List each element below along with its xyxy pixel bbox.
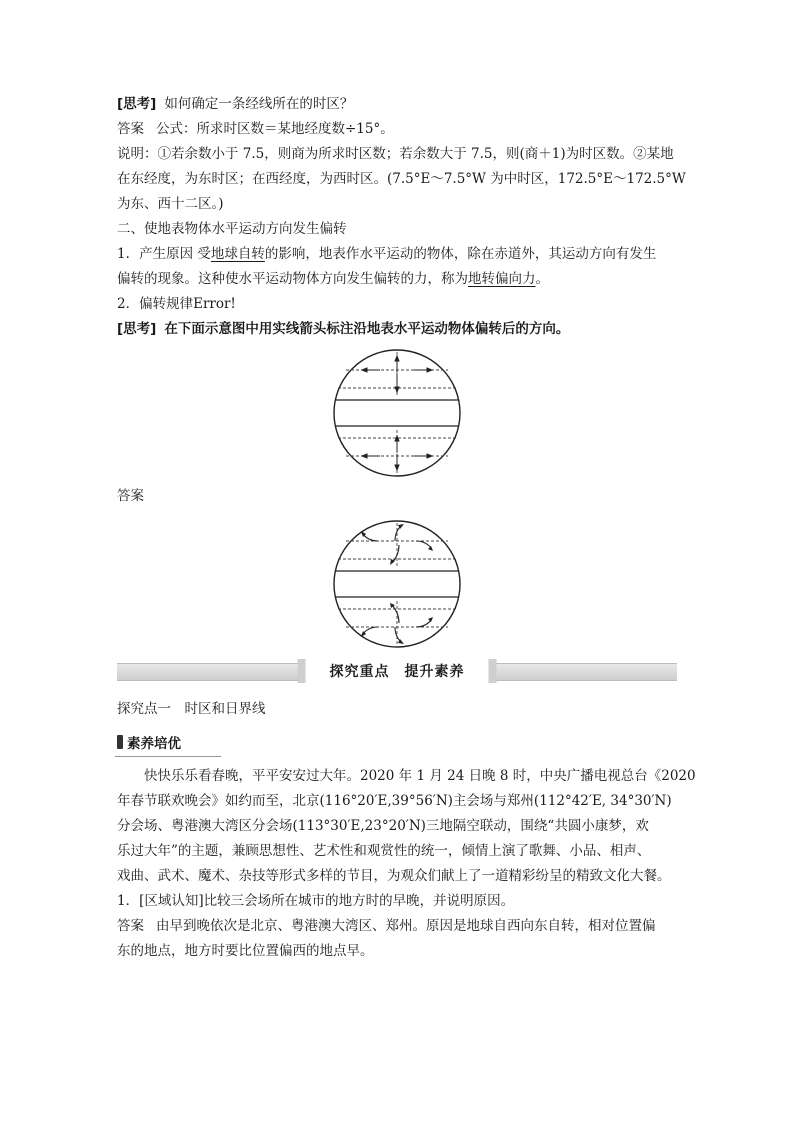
think-question-1 [117, 92, 677, 117]
answer-2-tag: 答案 [117, 488, 144, 504]
question-1: 1．[区域认知]比较三会场所在城市的地方时的早晚，并说明原因。 [117, 893, 515, 909]
passage-line-2: 年春节联欢晚会》如约而至，北京(116°20′E,39°56′N)主会场与郑州(112°42′E, 34°30′N) [117, 793, 672, 809]
globe-diagram-question [332, 348, 462, 478]
item-1-text-b: 的影响，地表作水平运动的物体，除在赤道外，其运动方向有发生 [264, 246, 657, 262]
item-1-prefix: 1．产生原因 [117, 246, 194, 262]
question-1-answer-line-2: 东的地点，地方时要比位置偏西的地点早。 [117, 943, 374, 959]
section-2-title: 二、使地表物体水平运动方向发生偏转 [117, 221, 347, 237]
section-2-item-1 [117, 242, 677, 267]
question-1-answer [117, 914, 677, 939]
explain-line-2: 在东经度，为东时区；在西经度，为西时区。(7.5°E～7.5°W 为中时区，172.5°E～172.5°W [117, 171, 686, 187]
answer-text: 公式：所求时区数＝某地经度数÷15°。 [156, 121, 394, 137]
section-banner [117, 659, 677, 683]
item-1-line2-a: 偏转的现象。这种使水平运动物体方向发生偏转的力，称为 [117, 271, 468, 287]
banner-label: 探究重点 提升素养 [298, 659, 497, 683]
section-marker-icon [117, 735, 123, 749]
explain-line-1: 说明：①若余数小于 7.5，则商为所求时区数；若余数大于 7.5，则(商＋1)为时区数。②某地 [117, 146, 674, 162]
literacy-label-text: 素养培优 [127, 732, 181, 752]
think-question-2 [117, 317, 677, 342]
answer-1 [117, 117, 677, 142]
think-tag-2: [思考] [117, 321, 157, 337]
think-question-2-text: 在下面示意图中用实线箭头标注沿地表水平运动物体偏转后的方向。 [164, 321, 570, 337]
passage-line-3: 分会场、粤港澳大湾区分会场(113°30′E,23°20′N)三地隔空联动，围绕“共圆小康梦，欢 [117, 818, 649, 834]
underlined-term-coriolis: 地转偏向力 [468, 271, 536, 287]
passage-line-4: 乐过大年”的主题，兼顾思想性、艺术性和观赏性的统一，倾情上演了歌舞、小品、相声、 [117, 843, 651, 859]
underlined-term-earth-rotation: 地球自转 [210, 246, 265, 262]
answer-tag-q1: 答案 [117, 918, 144, 934]
passage-line-1: 快快乐乐看春晚，平平安安过大年。2020 年 1 月 24 日晚 8 时，中央广播电视总台《2020 [144, 768, 696, 784]
think-question-text: 如何确定一条经线所在的时区？ [164, 96, 354, 112]
section-2-item-1-line-2 [117, 267, 677, 292]
literacy-section-label [117, 730, 677, 754]
passage-line-5: 戏曲、武术、魔术、杂技等形式多样的节目，为观众们献上了一道精彩纷呈的精致文化大餐。 [117, 868, 671, 884]
document-page [117, 92, 696, 964]
explore-point-1: 探究点一 时区和日界线 [117, 701, 266, 717]
globe-diagram-answer [332, 519, 462, 649]
explain-line-3: 为东、西十二区。) [117, 196, 224, 212]
item-1-text-a: 受 [197, 246, 211, 262]
section-2-item-2: 2．偏转规律Error! [117, 296, 236, 312]
item-1-line2-b: 。 [535, 271, 549, 287]
think-tag: [思考] [117, 96, 157, 112]
answer-text-q1: 由早到晚依次是北京、粤港澳大湾区、郑州。原因是地球自西向东自转，相对位置偏 [156, 918, 656, 934]
answer-tag: 答案 [117, 121, 144, 137]
